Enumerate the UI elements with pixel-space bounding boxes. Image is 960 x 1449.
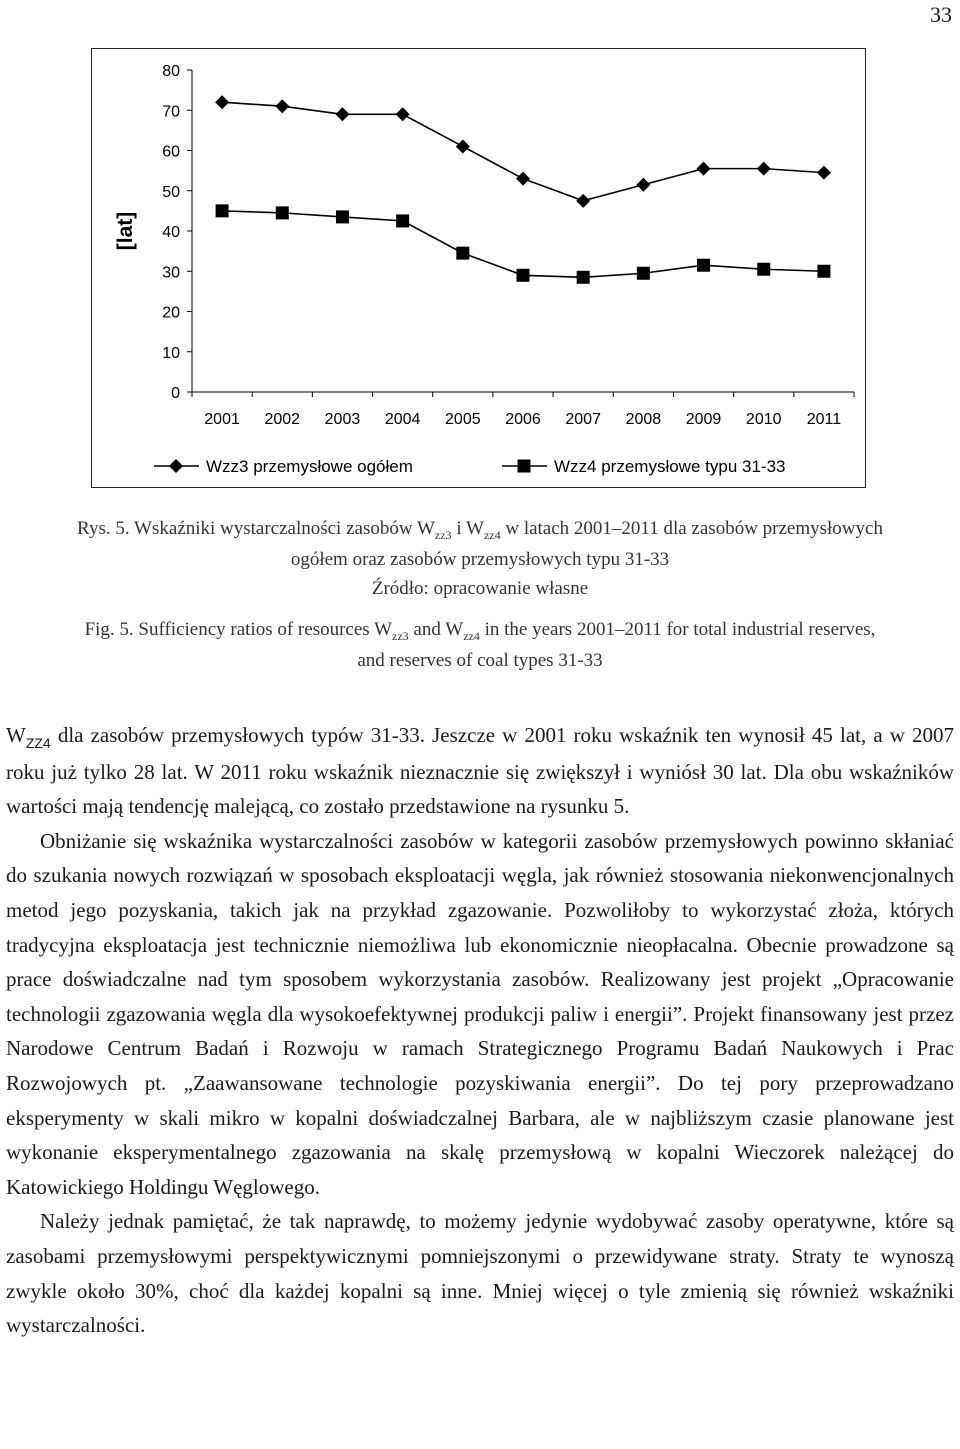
x-tick-label: 2003 <box>324 411 361 428</box>
y-tick-label: 70 <box>162 103 180 121</box>
data-point-s1-2011 <box>817 166 831 180</box>
caption-pl-line-2: ogółem oraz zasobów przemysłowych typu 31-33 <box>290 549 670 570</box>
y-tick-label: 10 <box>162 344 180 362</box>
y-tick-label: 0 <box>171 385 180 402</box>
legend-label-2: Wzz4 przemysłowe typu 31-33 <box>554 457 786 476</box>
line-chart <box>92 49 867 489</box>
data-point-s2-2004 <box>396 214 409 227</box>
data-point-s2-2005 <box>456 247 469 260</box>
data-point-s2-2008 <box>637 267 650 280</box>
paragraph-2: Obniżanie się wskaźnika wystarczalności zasobów w kategorii zasobów przemysłowych powinno skłaniać do szukania nowych rozwiązań w sposobach eksploatacji węgla, jak również stosowania niekonwencjonalnych metod jego pozyskania, takich jak na przykład zgazowanie. Pozwoliłoby to wykorzystać złoża, których tradycyjna eksploatacja jest technicznie niemożliwa lub ekonomicznie nieopłacalna. Obecnie prowadzone są prace doświadczalne nad tym sposobem wykorzystania zasobów. Realizowany jest projekt „Opracowanie technologii zgazowania węgla dla wysokoefektywnej produkcji paliw i energii”. Projekt finansowany jest przez Narodowe Centrum Badań i Rozwoju w ramach Strategicznego Programu Badań Naukowych i Prac Rozwojowych pt. „Zaawansowane technologie pozyskiwania energii”. Do tej pory przeprowadzano eksperymenty w skali mikro w kopalni doświadczalnej Barbara, ale w najbliższym czasie planowane jest wykonanie eksperymentalnego zgazowania na skalę przemysłową w kopalni Wieczorek należącej do Katowickiego Holdingu Węglowego. <box>6 828 954 1199</box>
chart-frame <box>91 48 866 488</box>
page-number: 33 <box>930 2 952 27</box>
y-tick-label: 60 <box>162 143 180 161</box>
data-point-s1-2008 <box>636 178 650 192</box>
x-tick-label: 2004 <box>384 411 421 428</box>
data-point-s2-2002 <box>276 206 289 219</box>
data-point-s1-2010 <box>757 162 771 176</box>
paragraph-1: $W_{ZZ4}$ dla zasobów przemysłowych typów 31-33. Jeszcze w 2001 roku wskaźnik ten wynosił 45 lat, a w 2007 roku już tylko 28 lat. W 2011 roku wskaźnik nieznacznie się zwiększył i wyniósł 30 lat. Dla obu wskaźników wartości mają tendencję malejącą, co zostało przedstawione na rysunku 5. <box>6 723 954 819</box>
legend-marker-2 <box>518 460 531 473</box>
x-tick-label: 2002 <box>264 411 301 428</box>
data-point-s2-2011 <box>817 265 830 278</box>
data-point-s2-2006 <box>517 269 530 282</box>
data-point-s1-2006 <box>516 172 530 186</box>
data-point-s2-2003 <box>336 210 349 223</box>
figure-caption-english <box>0 615 960 675</box>
data-point-s1-2003 <box>335 107 349 121</box>
series-line-1 <box>222 102 824 201</box>
x-tick-label: 2008 <box>625 411 662 428</box>
y-tick-label: 20 <box>162 304 180 322</box>
caption-en-line-1: Fig. 5. Sufficiency ratios of resources $W_{zz3}$ and $W_{zz4}$ in the years 2001–2011 for total industrial reserves, <box>84 619 876 643</box>
paragraph-3: Należy jednak pamiętać, że tak naprawdę, to możemy jedynie wydobywać zasoby operatywne, które są zasobami przemysłowymi perspektywicznymi pomniejszonymi o przewidywane straty. Straty te wynoszą zwykle około 30%, choć dla każdej kopalni są inne. Mniej więcej o tyle zmienią się również wskaźniki wystarczalności. <box>6 1209 954 1338</box>
data-point-s1-2007 <box>576 194 590 208</box>
caption-source: Źródło: opracowanie własne <box>371 578 589 599</box>
x-tick-label: 2006 <box>505 411 541 428</box>
data-point-s2-2007 <box>577 271 590 284</box>
caption-en-line-2: and reserves of coal types 31-33 <box>357 650 603 671</box>
x-tick-label: 2007 <box>565 411 601 428</box>
data-point-s1-2009 <box>697 162 711 176</box>
data-point-s1-2005 <box>456 139 470 153</box>
caption-pl-line-1: Rys. 5. Wskaźniki wystarczalności zasobów $W_{zz3}$ i $W_{zz4}$ w latach 2001–2011 dla zasobów przemysłowych <box>77 518 883 542</box>
series-line-2 <box>222 211 824 277</box>
x-tick-label: 2009 <box>685 411 722 428</box>
legend-label-1: Wzz3 przemysłowe ogółem <box>206 457 413 476</box>
figure-caption-polish <box>0 514 960 603</box>
y-axis-label: [lat] <box>114 211 137 251</box>
data-point-s1-2004 <box>396 107 410 121</box>
data-point-s2-2001 <box>216 204 229 217</box>
legend-marker-1 <box>169 459 183 473</box>
x-tick-label: 2005 <box>445 411 481 428</box>
x-tick-label: 2011 <box>806 411 842 428</box>
data-point-s2-2009 <box>697 259 710 272</box>
y-tick-label: 40 <box>162 224 180 241</box>
x-tick-label: 2010 <box>745 411 782 428</box>
body-text <box>6 718 954 1343</box>
y-tick-label: 30 <box>162 264 180 282</box>
data-point-s2-2010 <box>757 263 770 276</box>
data-point-s1-2002 <box>275 99 289 113</box>
data-point-s1-2001 <box>215 95 229 109</box>
y-tick-label: 80 <box>162 63 180 80</box>
x-tick-label: 2001 <box>204 411 240 428</box>
y-tick-label: 50 <box>162 183 180 201</box>
